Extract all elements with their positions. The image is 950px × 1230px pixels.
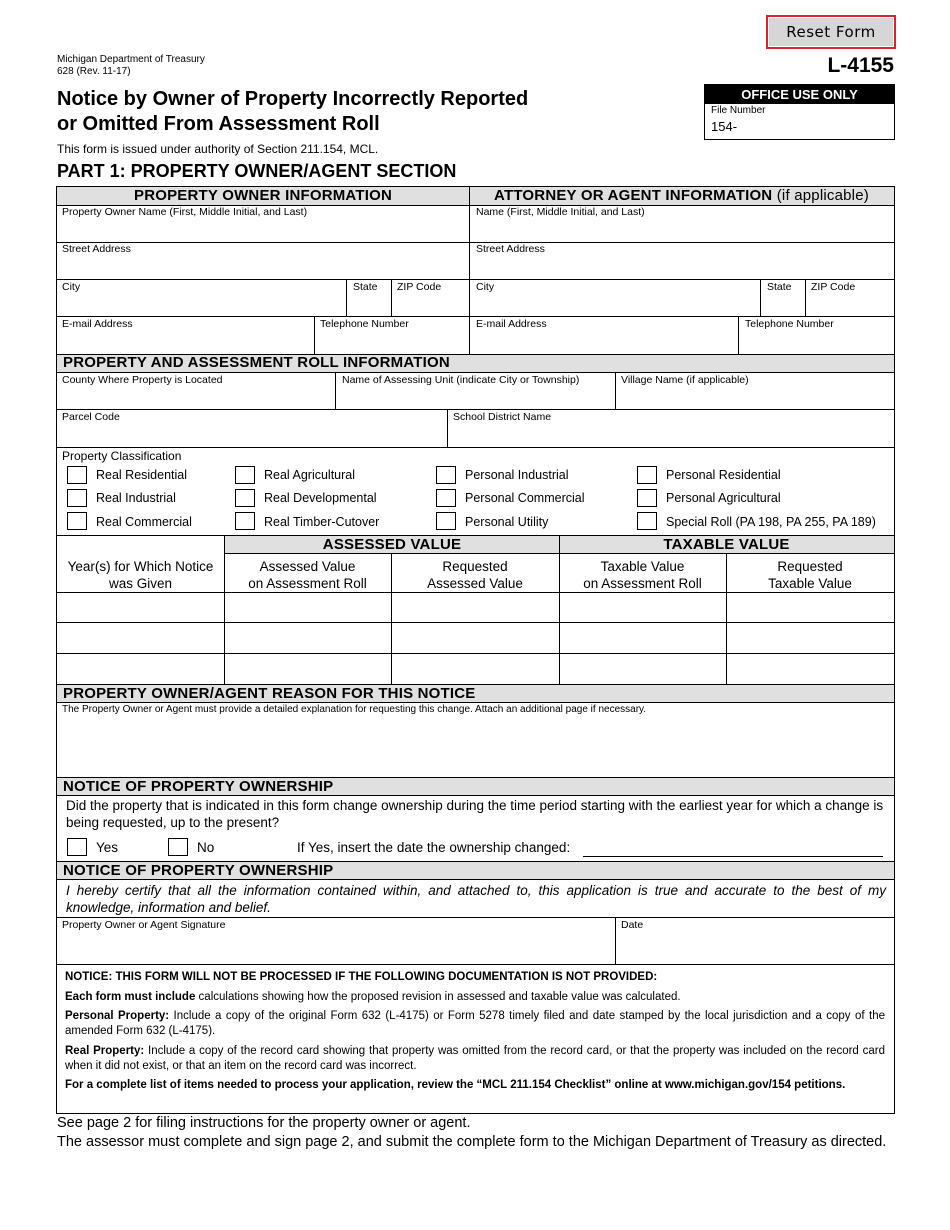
checkbox-real-commercial[interactable] [67,512,87,530]
owner-city-field[interactable]: City [62,281,81,293]
certification-header: NOTICE OF PROPERTY OWNERSHIP [63,862,334,879]
owner-email-field[interactable]: E-mail Address [62,318,133,330]
col-requested-taxable-line2: Taxable Value [768,576,852,591]
form-number: L-4155 [827,54,894,77]
owner-name-field[interactable]: Property Owner Name (First, Middle Initial, and Last) [62,206,308,218]
village-field[interactable]: Village Name (if applicable) [621,374,749,386]
label-real-timber-cutover: Real Timber-Cutover [264,515,380,529]
col-assessed-roll-line1: Assessed Value [259,559,356,574]
agent-city-field[interactable]: City [476,281,495,293]
notice-each-text: calculations showing how the proposed revision in assessed and taxable value was calculated. [195,991,681,1003]
col-requested-taxable-line1: Requested [777,559,843,574]
office-use-box [704,84,895,140]
owner-info-header: PROPERTY OWNER INFORMATION [134,187,392,204]
col-requested-assessed-line1: Requested [442,559,508,574]
label-special-roll: Special Roll (PA 198, PA 255, PA 189) [666,515,876,529]
table-row[interactable] [57,653,894,654]
owner-phone-field[interactable]: Telephone Number [320,318,409,330]
checkbox-real-industrial[interactable] [67,489,87,507]
checkbox-personal-residential[interactable] [637,466,657,484]
notice-real-text: Include a copy of the record card showing that property was omitted from the record card, or that the property was included on the record card when it did not exist, or that an item on the record card was incorrect. [65,1045,885,1072]
label-personal-utility: Personal Utility [465,515,549,529]
checkbox-special-roll[interactable] [637,512,657,530]
form-revision: 628 (Rev. 11-17) [57,66,131,77]
notice-heading: NOTICE: THIS FORM WILL NOT BE PROCESSED IF THE FOLLOWING DOCUMENTATION IS NOT PROVIDED: [65,971,658,983]
reset-form-button[interactable]: Reset Form [766,15,896,49]
col-taxable-roll-header [559,558,726,592]
col-assessed-roll-header [224,558,391,592]
col-taxable-roll-line1: Taxable Value [600,559,685,574]
notice-each-bold: Each form must include [65,991,196,1003]
ownership-date-label: If Yes, insert the date the ownership changed: [297,840,571,855]
roll-info-header: PROPERTY AND ASSESSMENT ROLL INFORMATION [63,354,450,371]
owner-zip-field[interactable]: ZIP Code [397,281,442,293]
owner-state-field[interactable]: State [353,281,378,293]
agent-zip-field[interactable]: ZIP Code [811,281,856,293]
assessed-value-header: ASSESSED VALUE [322,536,462,553]
col-year-line1: Year(s) for Which Notice [67,559,214,574]
col-requested-assessed-line2: Assessed Value [427,576,523,591]
office-use-header: OFFICE USE ONLY [705,85,894,104]
col-year-line2: was Given [108,576,173,591]
label-no: No [197,840,215,855]
school-district-field[interactable]: School District Name [453,411,552,423]
label-yes: Yes [96,840,119,855]
taxable-value-header: TAXABLE VALUE [663,536,790,553]
parcel-code-field[interactable]: Parcel Code [62,411,120,423]
col-requested-assessed-header [391,558,559,592]
authority-text: This form is issued under authority of Section 211.154, MCL. [57,142,379,156]
part1-title: PART 1: PROPERTY OWNER/AGENT SECTION [57,161,457,181]
certification-statement: I hereby certify that all the information contained within, and attached to, this application is true and accurate to the best of my knowledge, information and belief. [66,883,886,915]
ownership-question: Did the property that is indicated in this form change ownership during the time period starting with the earliest year for which a change is being requested, up to the present? [66,798,884,830]
agent-state-field[interactable]: State [767,281,792,293]
checkbox-real-agricultural[interactable] [235,466,255,484]
classification-label: Property Classification [62,449,182,463]
notice-checklist: For a complete list of items needed to process your application, review the “MCL 211.154 Checklist” online at www.michigan.gov/154 petitions. [65,1079,846,1091]
notice-real-bold: Real Property: [65,1045,145,1057]
checkbox-ownership-no[interactable] [168,838,188,856]
label-real-industrial: Real Industrial [96,491,176,505]
agent-name-field[interactable]: Name (First, Middle Initial, and Last) [476,206,645,218]
checkbox-personal-industrial[interactable] [436,466,456,484]
footer-line-2: The assessor must complete and sign page 2, and submit the complete form to the Michigan Department of Treasury as directed. [57,1134,887,1150]
footer-line-1: See page 2 for filing instructions for the property owner or agent. [57,1115,471,1131]
checkbox-real-developmental[interactable] [235,489,255,507]
county-field[interactable]: County Where Property is Located [62,374,223,386]
signature-field[interactable]: Property Owner or Agent Signature [62,919,226,931]
agent-info-header [469,187,894,204]
agent-header-suffix: (if applicable) [772,187,869,204]
ownership-date-field[interactable] [583,856,883,857]
agent-email-field[interactable]: E-mail Address [476,318,547,330]
file-number-label: File Number [711,105,766,116]
table-row[interactable] [57,622,894,623]
checkbox-real-residential[interactable] [67,466,87,484]
checkbox-personal-agricultural[interactable] [637,489,657,507]
col-requested-taxable-header [726,558,894,592]
reason-header: PROPERTY OWNER/AGENT REASON FOR THIS NOTICE [63,685,476,702]
footer-instructions [57,1114,897,1152]
notice-personal-text: Include a copy of the original Form 632 (L-4175) or Form 5278 timely filed and date stamped by the local jurisdiction and a copy of the amended Form 632 (L-4175). [65,1010,885,1037]
checkbox-personal-commercial[interactable] [436,489,456,507]
checkbox-real-timber-cutover[interactable] [235,512,255,530]
file-number-field[interactable]: 154- [711,119,738,134]
date-field[interactable]: Date [621,919,644,931]
reason-instructions: The Property Owner or Agent must provide a detailed explanation for requesting this change. Attach an additional page if necessary. [62,704,647,715]
notice-real-property [65,1044,885,1074]
label-personal-residential: Personal Residential [666,468,781,482]
department-name: Michigan Department of Treasury [57,54,205,65]
agent-phone-field[interactable]: Telephone Number [745,318,834,330]
label-real-residential: Real Residential [96,468,188,482]
department-info [57,54,205,78]
title-line-1: Notice by Owner of Property Incorrectly Reported [57,88,529,110]
ownership-header: NOTICE OF PROPERTY OWNERSHIP [63,778,334,795]
assessing-unit-field[interactable]: Name of Assessing Unit (indicate City or Township) [342,374,580,386]
label-real-developmental: Real Developmental [264,491,377,505]
agent-street-field[interactable]: Street Address [476,243,545,255]
checkbox-personal-utility[interactable] [436,512,456,530]
label-personal-industrial: Personal Industrial [465,468,569,482]
notice-personal-bold: Personal Property: [65,1010,170,1022]
label-real-agricultural: Real Agricultural [264,468,356,482]
title-line-2: or Omitted From Assessment Roll [57,113,380,135]
label-personal-agricultural: Personal Agricultural [666,491,781,505]
owner-street-field[interactable]: Street Address [62,243,131,255]
col-assessed-roll-line2: on Assessment Roll [248,576,367,591]
notice-personal-property [65,1009,885,1039]
col-year-header [57,558,224,592]
col-taxable-roll-line2: on Assessment Roll [583,576,702,591]
label-real-commercial: Real Commercial [96,515,192,529]
notice-each-form [65,990,885,1005]
label-personal-commercial: Personal Commercial [465,491,585,505]
checkbox-ownership-yes[interactable] [67,838,87,856]
reason-textarea[interactable] [57,718,894,777]
page-title [57,87,528,137]
agent-header-text: ATTORNEY OR AGENT INFORMATION [494,187,773,204]
